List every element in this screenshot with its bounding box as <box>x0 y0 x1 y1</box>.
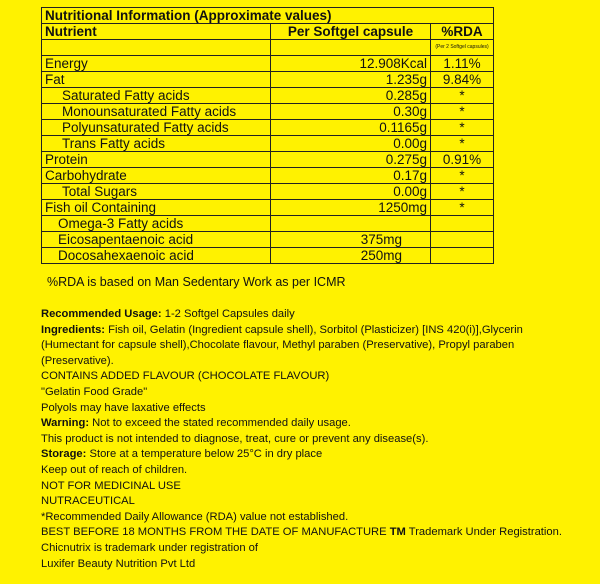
best-before-line <box>41 525 581 541</box>
nutrient-name: Docosahexaenoic acid <box>42 248 271 264</box>
nutrient-name: Fat <box>42 72 271 88</box>
storage-line <box>41 447 581 463</box>
warning-text: Not to exceed the stated recommended daily usage. <box>89 417 351 430</box>
nutrient-value: 1.235g <box>271 72 431 88</box>
rda-basis-note: %RDA is based on Man Sedentary Work as per ICMR <box>47 275 346 289</box>
best-before-text: BEST BEFORE 18 MONTHS FROM THE DATE OF MANUFACTURE <box>41 526 390 539</box>
disclaimer-line: This product is not intended to diagnose, treat, cure or prevent any disease(s). <box>41 432 429 445</box>
ingredients-label: Ingredients: <box>41 323 106 336</box>
nutrition-table <box>41 7 494 264</box>
nutrient-name: Polyunsaturated Fatty acids <box>42 120 271 136</box>
ingredients-text: Fish oil, Gelatin (Ingredient capsule shell), Sorbitol (Plasticizer) [INS 420(i)],Glycerin (Humectant for capsule shell),Chocolate flavour, Methyl paraben (Preservative), Propyl paraben (Preservative). <box>41 323 523 367</box>
nutrient-value: 375mg <box>271 232 431 248</box>
usage-label: Recommended Usage: <box>41 308 162 320</box>
nutrient-name: Omega-3 Fatty acids <box>42 216 271 232</box>
table-row <box>42 184 494 200</box>
nutrient-rda: * <box>431 168 494 184</box>
usage-text: 1-2 Softgel Capsules daily <box>161 308 295 320</box>
nutrient-value <box>271 216 431 232</box>
table-row <box>42 216 494 232</box>
nutrient-rda: * <box>431 120 494 136</box>
nutrient-name: Monounsaturated Fatty acids <box>42 104 271 120</box>
nutrient-rda: 0.91% <box>431 152 494 168</box>
nutrient-name: Energy <box>42 56 271 72</box>
table-row <box>42 248 494 264</box>
nutrient-name: Protein <box>42 152 271 168</box>
nutrient-rda: 1.11% <box>431 56 494 72</box>
nutrient-value: 0.1165g <box>271 120 431 136</box>
table-row <box>42 104 494 120</box>
nutrient-name: Total Sugars <box>42 184 271 200</box>
nutrient-rda <box>431 248 494 264</box>
trademark-line: Chicnutrix is trademark under registration of <box>41 541 259 554</box>
nutrient-name: Eicosapentaenoic acid <box>42 232 271 248</box>
rda-note: (Per 2 Softgel capsules) <box>431 40 494 56</box>
storage-label: Storage: <box>41 448 87 461</box>
nutrient-value: 1250mg <box>271 200 431 216</box>
ingredients-line <box>41 323 581 370</box>
table-title: Nutritional Information (Approximate values) <box>42 8 494 24</box>
nutrient-rda: * <box>431 104 494 120</box>
nutrient-name: Fish oil Containing <box>42 200 271 216</box>
storage-text: Store at a temperature below 25°C in dry place <box>86 448 323 461</box>
gelatin-line: "Gelatin Food Grade" <box>41 385 148 398</box>
tm-mark: TM <box>389 526 406 539</box>
label-text-block <box>41 307 581 572</box>
nutrient-rda: * <box>431 200 494 216</box>
not-medicinal-line: NOT FOR MEDICINAL USE <box>41 479 181 492</box>
table-row <box>42 88 494 104</box>
rda-not-established-line: *Recommended Daily Allowance (RDA) value not established. <box>41 510 349 523</box>
flavour-line: CONTAINS ADDED FLAVOUR (CHOCOLATE FLAVOUR) <box>41 370 330 383</box>
table-row <box>42 56 494 72</box>
polyols-line: Polyols may have laxative effects <box>41 401 206 414</box>
header-nutrient: Nutrient <box>42 24 271 40</box>
nutraceutical-line: NUTRACEUTICAL <box>41 495 135 508</box>
warning-label: Warning: <box>41 417 90 430</box>
header-rda: %RDA <box>431 24 494 40</box>
nutrient-value: 0.30g <box>271 104 431 120</box>
warning-line <box>41 416 581 432</box>
usage-line <box>41 307 581 323</box>
nutrient-name: Carbohydrate <box>42 168 271 184</box>
nutrient-rda: * <box>431 184 494 200</box>
nutrient-value: 250mg <box>271 248 431 264</box>
spacer-cell <box>271 40 431 56</box>
table-row <box>42 152 494 168</box>
nutrient-value: 12.908Kcal <box>271 56 431 72</box>
nutrient-value: 0.00g <box>271 136 431 152</box>
company-line: Luxifer Beauty Nutrition Pvt Ltd <box>41 557 196 570</box>
nutrient-value: 0.00g <box>271 184 431 200</box>
nutrient-rda: 9.84% <box>431 72 494 88</box>
nutrient-rda: * <box>431 88 494 104</box>
table-row <box>42 120 494 136</box>
table-row <box>42 72 494 88</box>
table-row <box>42 232 494 248</box>
table-row <box>42 136 494 152</box>
nutrient-value: 0.275g <box>271 152 431 168</box>
nutrient-rda <box>431 216 494 232</box>
spacer-cell <box>42 40 271 56</box>
nutrient-name: Saturated Fatty acids <box>42 88 271 104</box>
table-row <box>42 200 494 216</box>
table-row <box>42 168 494 184</box>
nutrient-value: 0.285g <box>271 88 431 104</box>
children-line: Keep out of reach of children. <box>41 463 188 476</box>
nutrient-rda: * <box>431 136 494 152</box>
nutrient-rda <box>431 232 494 248</box>
nutrient-value: 0.17g <box>271 168 431 184</box>
nutrient-name: Trans Fatty acids <box>42 136 271 152</box>
header-per-capsule: Per Softgel capsule <box>271 24 431 40</box>
trademark-registration-text: Trademark Under Registration. <box>405 526 562 539</box>
